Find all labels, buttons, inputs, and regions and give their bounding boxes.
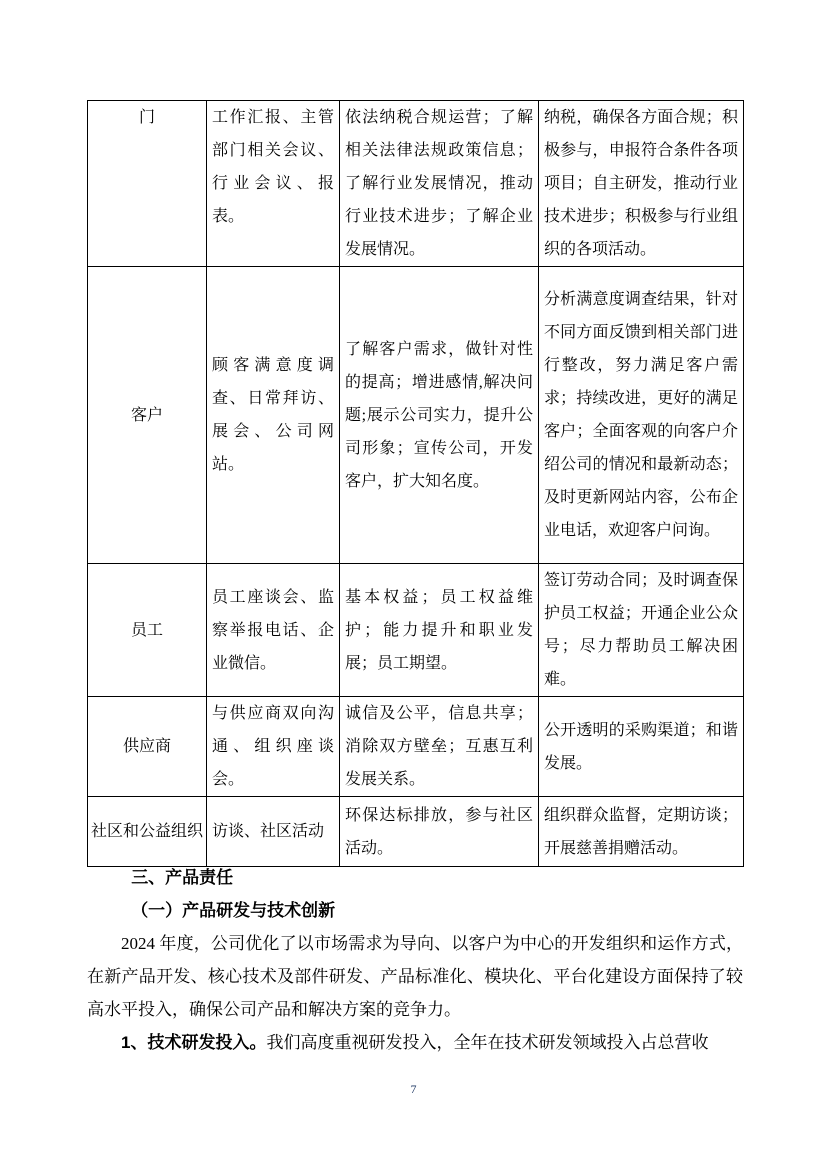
cell-channels: 工作汇报、主管部门相关会议、行业会议、报表。 — [207, 101, 340, 267]
cell-stakeholder: 门 — [88, 101, 207, 267]
body-text-section — [87, 861, 743, 1059]
paragraph-rd-overview: 2024 年度，公司优化了以市场需求为导向、以客户为中心的开发组织和运作方式，在新产品开发、核心技术及部件研发、产品标准化、模块化、平台化建设方面保持了较高水平投入，确保公司产品和解决方案的竞争力。 — [87, 934, 743, 1019]
subsection-heading: （一）产品研发与技术创新 — [131, 901, 336, 920]
cell-responses: 分析满意度调查结果，针对不同方面反馈到相关部门进行整改，努力满足客户需求；持续改进，更好的满足客户；全面客观的向客户介绍公司的情况和最新动态；及时更新网站内容，公布企业电话，欢迎客户问询。 — [539, 267, 744, 564]
cell-channels: 顾客满意度调查、日常拜访、展会、公司网站。 — [207, 267, 340, 564]
cell-stakeholder: 供应商 — [88, 697, 207, 797]
cell-responses: 组织群众监督，定期访谈；开展慈善捐赠活动。 — [539, 797, 744, 867]
cell-expectations: 环保达标排放，参与社区活动。 — [340, 797, 539, 867]
cell-channels: 员工座谈会、监察举报电话、企业微信。 — [207, 564, 340, 697]
stakeholder-communication-table — [87, 100, 744, 867]
table-row — [88, 101, 744, 267]
table-row — [88, 564, 744, 697]
paragraph-rd-investment — [87, 1026, 743, 1059]
cell-expectations: 诚信及公平，信息共享；消除双方壁垒；互惠互利发展关系。 — [340, 697, 539, 797]
table-row — [88, 267, 744, 564]
cell-channels: 访谈、社区活动 — [207, 797, 340, 867]
cell-responses: 公开透明的采购渠道；和谐发展。 — [539, 697, 744, 797]
cell-channels: 与供应商双向沟通、组织座谈会。 — [207, 697, 340, 797]
cell-stakeholder: 社区和公益组织 — [88, 797, 207, 867]
cell-responses: 纳税，确保各方面合规；积极参与，申报符合条件各项项目；自主研发，推动行业技术进步；积极参与行业组织的各项活动。 — [539, 101, 744, 267]
cell-responses: 签订劳动合同；及时调查保护员工权益；开通企业公众号；尽力帮助员工解决困难。 — [539, 564, 744, 697]
table-row — [88, 797, 744, 867]
cell-expectations: 依法纳税合规运营；了解相关法律法规政策信息；了解行业发展情况，推动行业技术进步；了解企业发展情况。 — [340, 101, 539, 267]
page-number: 7 — [410, 1082, 417, 1096]
cell-stakeholder: 客户 — [88, 267, 207, 564]
cell-expectations: 了解客户需求，做针对性的提高；增进感情,解决问题;展示公司实力，提升公司形象；宣传公司，开发客户，扩大知名度。 — [340, 267, 539, 564]
cell-expectations: 基本权益；员工权益维护；能力提升和职业发展；员工期望。 — [340, 564, 539, 697]
table-row — [88, 697, 744, 797]
cell-stakeholder: 员工 — [88, 564, 207, 697]
item-number-label: 1、技术研发投入。 — [121, 1033, 267, 1052]
item-text: 我们高度重视研发投入，全年在技术研发领域投入占总营收 — [266, 1033, 709, 1052]
section-heading: 三、产品责任 — [131, 868, 234, 887]
